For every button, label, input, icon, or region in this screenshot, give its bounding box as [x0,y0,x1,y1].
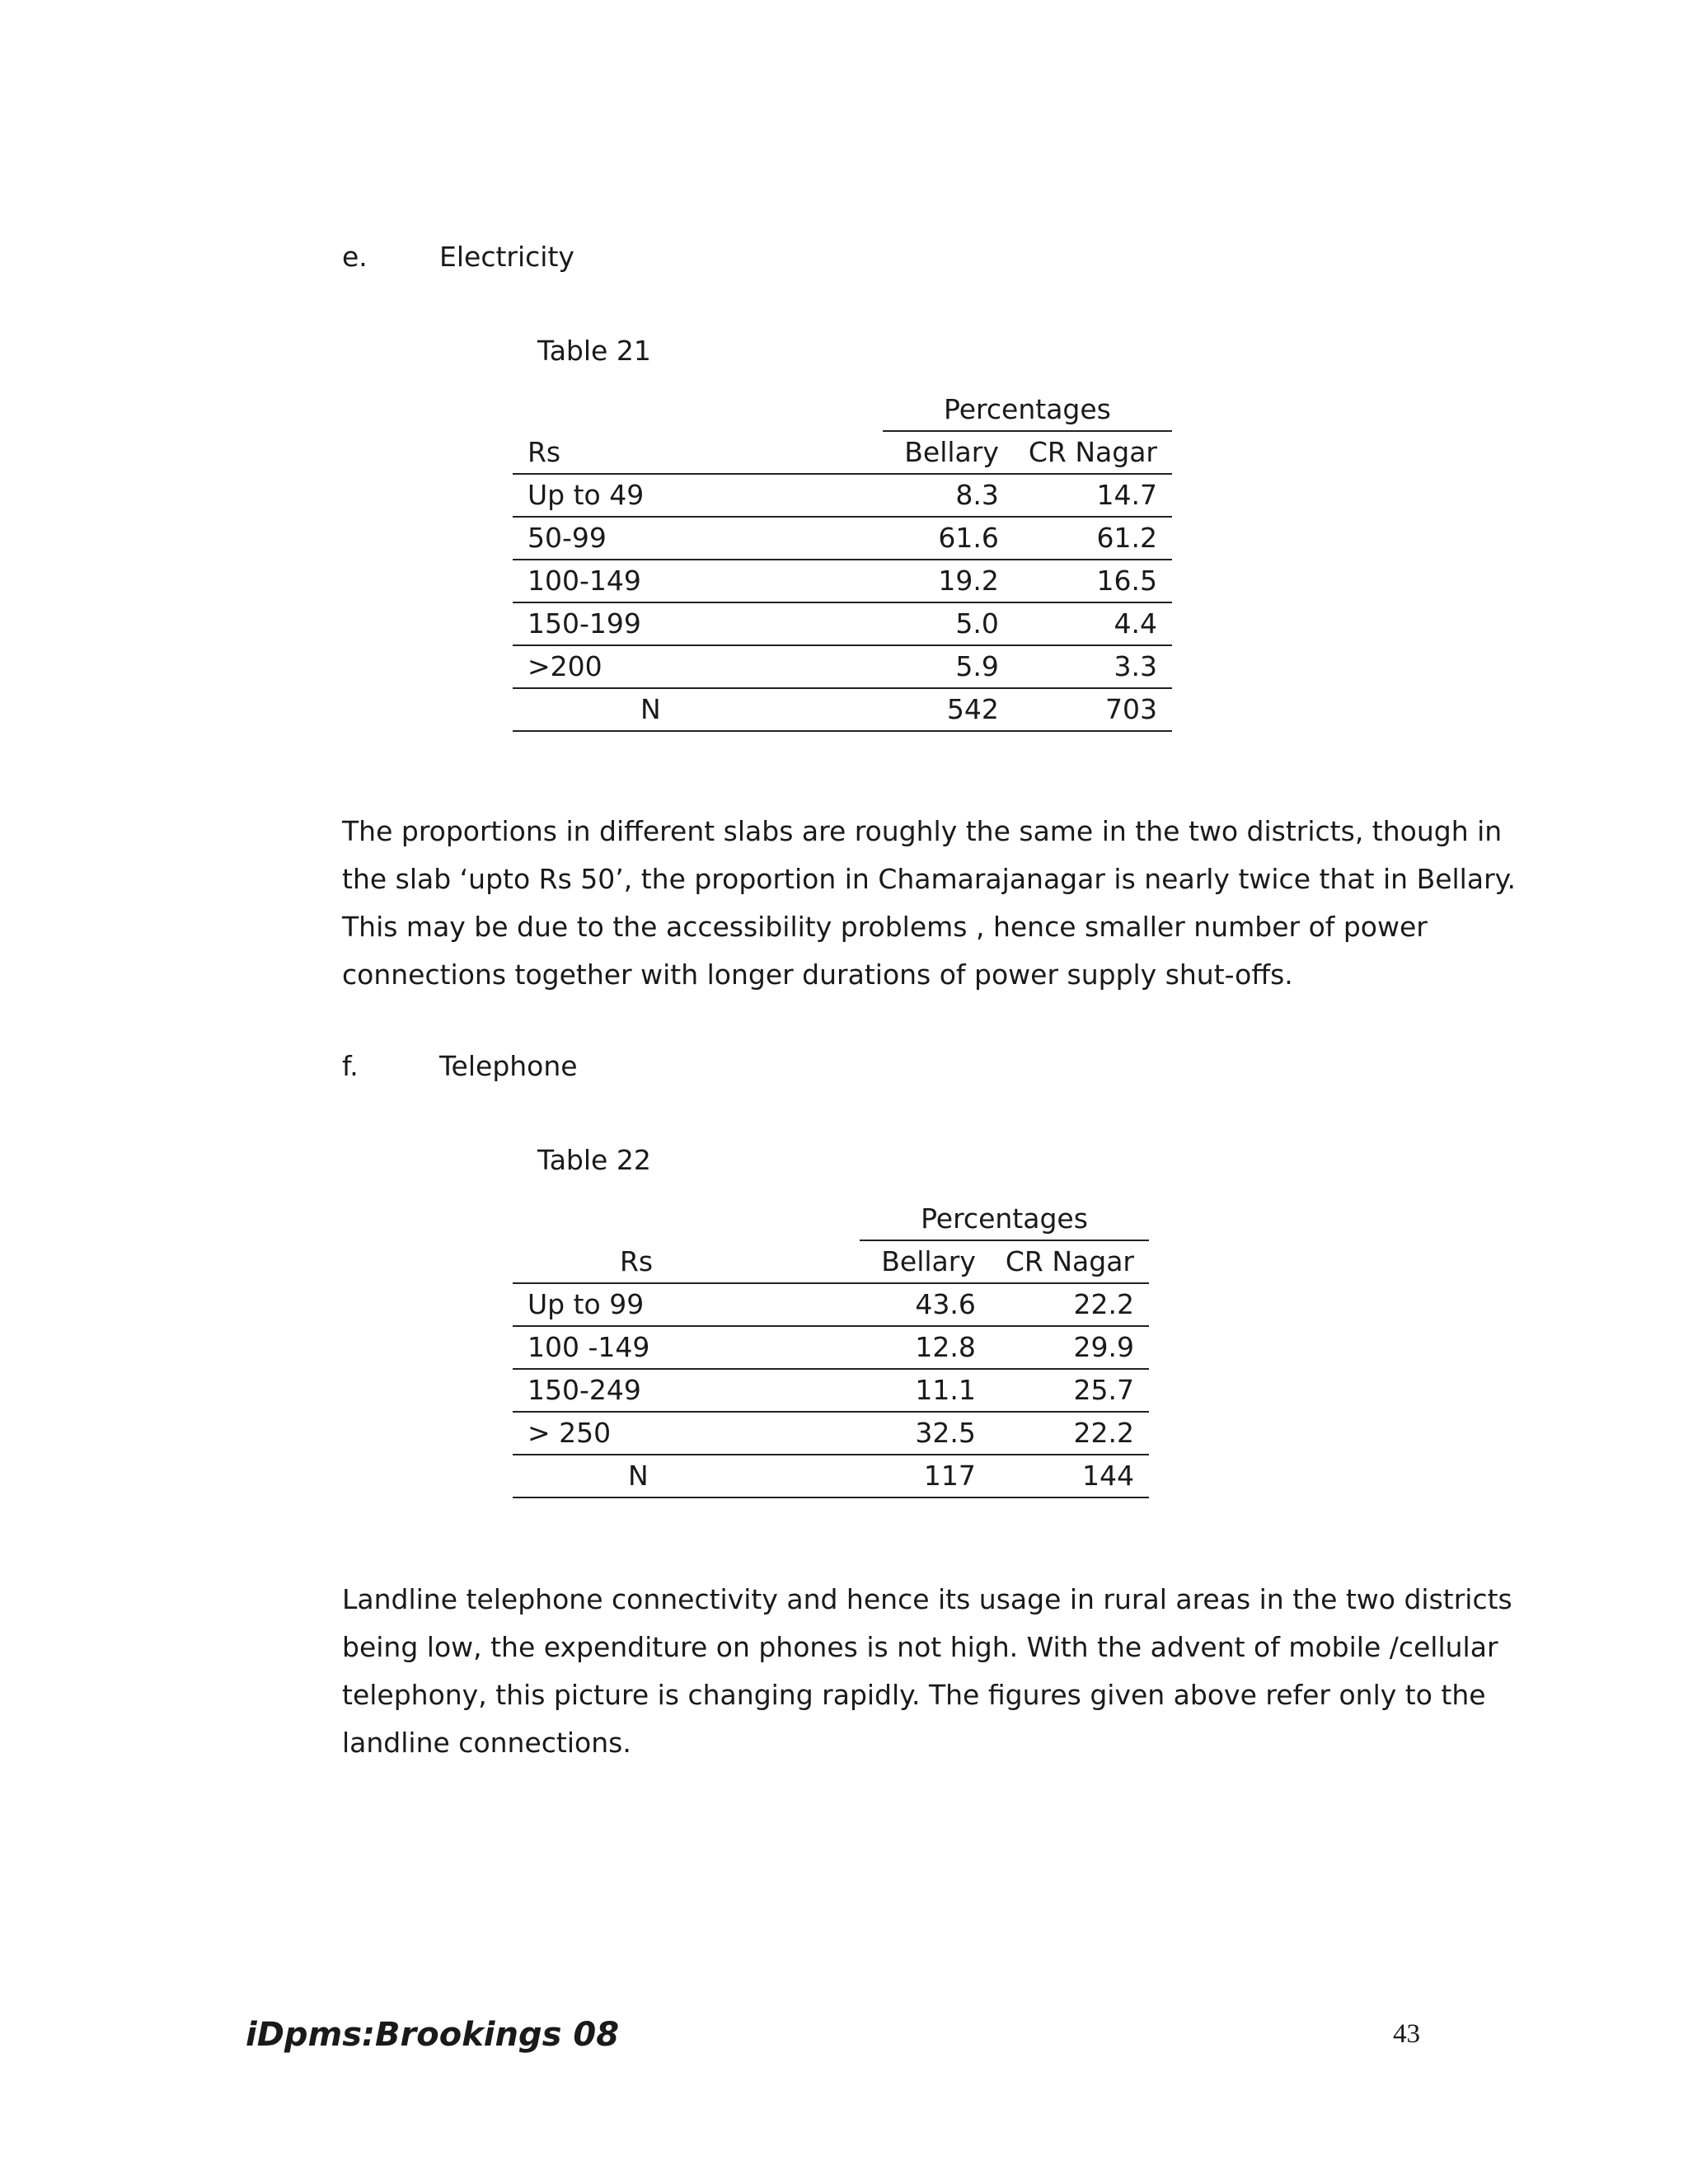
table-cell: Up to 99 [513,1283,860,1326]
section-e-title: Electricity [439,241,574,273]
table-22-col-header: Bellary [860,1240,991,1283]
table-row [513,474,1172,517]
table-cell: 14.7 [1014,474,1172,517]
table-cell: 5.0 [883,602,1014,645]
table-row [513,645,1172,688]
table-row [513,560,1172,602]
table-cell: 3.3 [1014,645,1172,688]
paragraph-line: This may be due to the accessibility problems , hence smaller number of power [342,911,1428,943]
table-cell: >200 [513,645,883,688]
table-cell: 117 [860,1455,991,1497]
section-f-title: Telephone [439,1050,578,1082]
table-22-group-header: Percentages [860,1198,1149,1240]
table-22-col-header: CR Nagar [991,1240,1149,1283]
table-cell: > 250 [513,1412,860,1455]
table-cell: N [513,688,883,731]
table-21 [513,389,1172,732]
table-cell: 703 [1014,688,1172,731]
table-21-col-header: Rs [513,431,883,474]
paragraph-line: The proportions in different slabs are roughly the same in the two districts, though in [342,815,1503,847]
table-cell: 12.8 [860,1326,991,1369]
paragraph-electricity [342,808,1516,999]
table-22-col-header: Rs [513,1240,860,1283]
paragraph-telephone [342,1576,1512,1767]
table-cell: 100 -149 [513,1326,860,1369]
table-cell: 29.9 [991,1326,1149,1369]
table-row [513,602,1172,645]
table-cell: N [513,1455,860,1497]
table-cell: 100-149 [513,560,883,602]
table-22 [513,1198,1149,1498]
table-cell: 61.2 [1014,517,1172,560]
table-21-col-header: CR Nagar [1014,431,1172,474]
table-row-total [513,688,1172,731]
table-cell: 50-99 [513,517,883,560]
table-row [513,1412,1149,1455]
table-cell: 43.6 [860,1283,991,1326]
table-cell: 542 [883,688,1014,731]
table-cell: 19.2 [883,560,1014,602]
section-e-letter: e. [342,241,368,273]
paragraph-line: Landline telephone connectivity and hence its usage in rural areas in the two districts [342,1583,1512,1615]
table-cell: 16.5 [1014,560,1172,602]
table-21-caption: Table 21 [537,335,651,367]
table-cell: 150-199 [513,602,883,645]
table-cell: 8.3 [883,474,1014,517]
table-cell: 4.4 [1014,602,1172,645]
table-row [513,1369,1149,1412]
table-cell: 144 [991,1455,1149,1497]
table-21-col-header: Bellary [883,431,1014,474]
table-21-group-header: Percentages [883,389,1172,431]
table-row [513,1326,1149,1369]
table-cell: 11.1 [860,1369,991,1412]
table-cell: 61.6 [883,517,1014,560]
paragraph-line: connections together with longer durations of power supply shut-offs. [342,958,1293,991]
table-row [513,1283,1149,1326]
table-cell: 22.2 [991,1412,1149,1455]
table-row [513,517,1172,560]
table-cell: 32.5 [860,1412,991,1455]
table-cell: 22.2 [991,1283,1149,1326]
table-cell: 25.7 [991,1369,1149,1412]
paragraph-line: landline connections. [342,1727,631,1759]
section-f-letter: f. [342,1050,359,1082]
table-row-total [513,1455,1149,1497]
table-cell: 5.9 [883,645,1014,688]
table-22-caption: Table 22 [537,1144,651,1176]
table-cell: 150-249 [513,1369,860,1412]
paragraph-line: being low, the expenditure on phones is not high. With the advent of mobile /cellular [342,1631,1498,1663]
paragraph-line: the slab ‘upto Rs 50’, the proportion in Chamarajanagar is nearly twice that in Bellary. [342,863,1516,895]
page-number: 43 [1393,2019,1420,2049]
table-cell: Up to 49 [513,474,883,517]
footer-publisher: iDpms:Brookings 08 [246,2016,620,2054]
paragraph-line: telephony, this picture is changing rapidly. The figures given above refer only to the [342,1679,1486,1711]
